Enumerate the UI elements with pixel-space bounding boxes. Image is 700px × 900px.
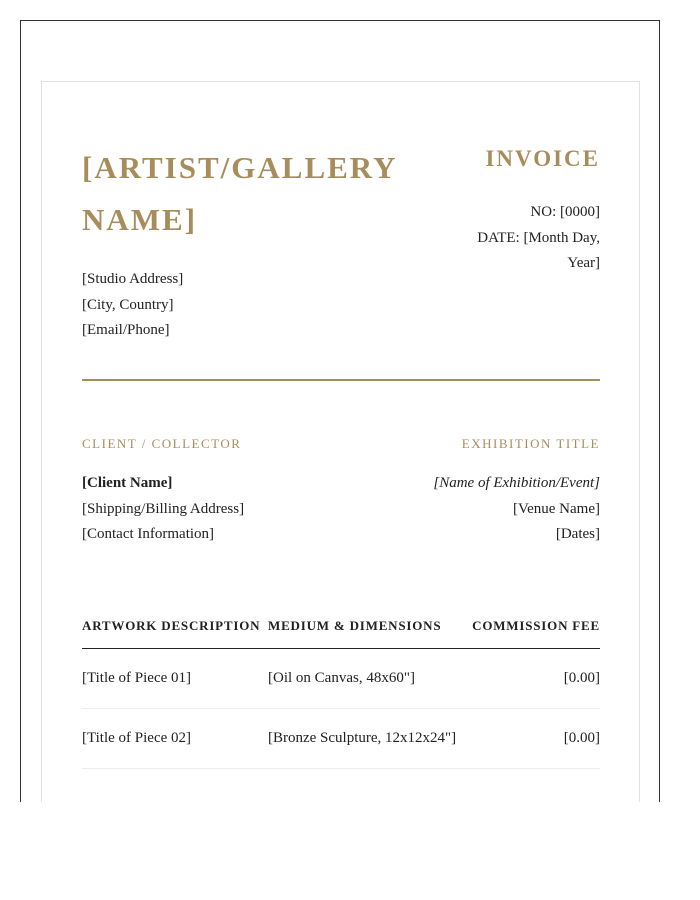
invoice-title: INVOICE xyxy=(485,146,600,171)
invoice-meta xyxy=(450,200,600,277)
client-contact: [Contact Information] xyxy=(82,526,215,542)
table-row xyxy=(82,709,600,769)
artwork-medium: [Oil on Canvas, 48x60"] xyxy=(268,670,415,686)
client-name: [Client Name] xyxy=(82,475,173,491)
studio-address: [Studio Address] xyxy=(82,271,184,287)
exhibition-dates: [Dates] xyxy=(555,526,600,542)
studio-contact: [Email/Phone] xyxy=(82,322,170,338)
table-header xyxy=(82,618,600,649)
brand-name: [ARTIST/GALLERY NAME] xyxy=(82,150,397,237)
header-medium-dimensions: MEDIUM & DIMENSIONS xyxy=(268,618,442,633)
studio-city: [City, Country] xyxy=(82,296,174,313)
client-address: [Shipping/Billing Address] xyxy=(82,500,245,517)
table-row xyxy=(82,649,600,709)
artwork-title: [Title of Piece 01] xyxy=(82,670,192,686)
artwork-medium: [Bronze Sculpture, 12x12x24"] xyxy=(268,730,457,746)
exhibition-block xyxy=(340,471,600,548)
header-commission-fee: COMMISSION FEE xyxy=(472,618,600,633)
studio-info xyxy=(82,267,183,344)
client-heading: CLIENT / COLLECTOR xyxy=(82,436,242,451)
invoice-date-line2: Year] xyxy=(567,255,600,271)
invoice-date-line1: DATE: [Month Day, xyxy=(477,229,600,246)
artwork-table xyxy=(82,618,600,769)
invoice-number: NO: [0000] xyxy=(530,204,600,220)
client-block xyxy=(82,471,244,548)
artwork-fee: [0.00] xyxy=(563,730,600,746)
artwork-title: [Title of Piece 02] xyxy=(82,730,192,746)
exhibition-heading: EXHIBITION TITLE xyxy=(461,436,600,451)
header-artwork-description: ARTWORK DESCRIPTION xyxy=(82,618,261,633)
header-divider xyxy=(82,379,600,381)
exhibition-venue: [Venue Name] xyxy=(512,500,600,517)
artwork-fee: [0.00] xyxy=(563,670,600,686)
exhibition-name: [Name of Exhibition/Event] xyxy=(433,475,600,491)
